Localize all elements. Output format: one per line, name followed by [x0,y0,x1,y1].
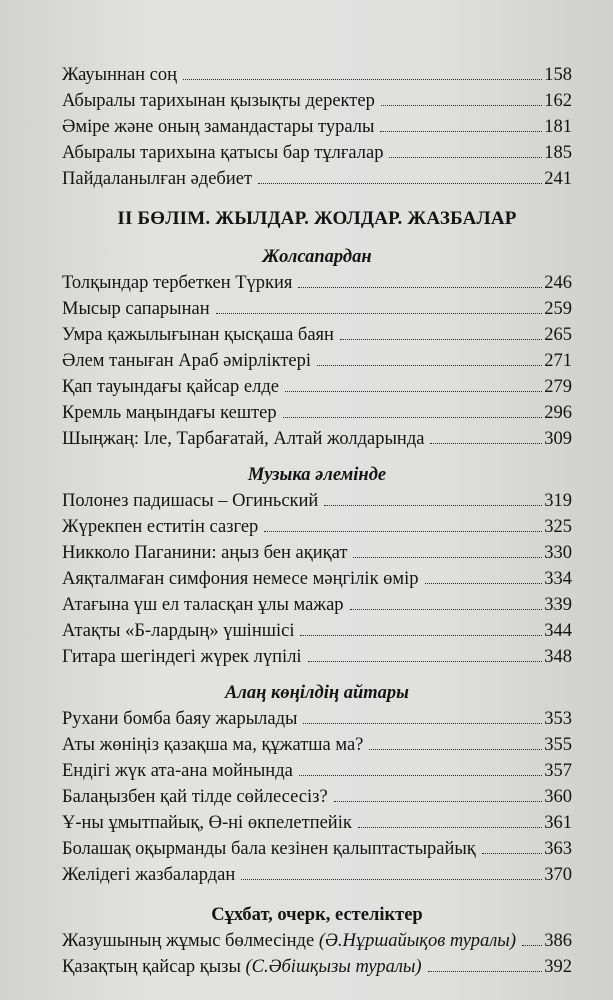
toc-entry [62,296,572,322]
entry-page: 348 [544,647,572,667]
entry-title: Мысыр сапарынан [62,299,210,319]
entry-page: 360 [544,787,572,807]
toc-entry [62,592,572,618]
dot-leader [241,879,542,880]
entry-title: Толқындар тербеткен Түркия [62,273,293,293]
entry-page: 386 [544,931,572,951]
entry-note: (С.Әбішқызы туралы) [245,957,422,977]
entry-page: 325 [544,517,572,537]
toc-entry [62,862,572,888]
section-gap [62,452,572,462]
entry-page: 330 [544,543,572,563]
entry-title: Атақты «Б-лардың» үшіншісі [62,621,295,641]
section-gap [62,888,572,902]
entry-page: 339 [544,595,572,615]
dot-leader [258,183,542,184]
dot-leader [350,609,543,610]
entry-page: 279 [544,377,572,397]
entry-title: Қазақтың қайсар қызы [62,957,241,977]
entry-title: Полонез падишасы – Огиньский [62,491,319,511]
top-entries [62,62,572,192]
entry-title: Рухани бомба баяу жарылады [62,709,298,729]
dot-leader [283,417,543,418]
entry-page: 355 [544,735,572,755]
section-gap [62,670,572,680]
dot-leader [428,971,543,972]
toc-entry [62,644,572,670]
entry-page: 265 [544,325,572,345]
entry-page: 344 [544,621,572,641]
toc-entry [62,348,572,374]
dot-leader [298,287,542,288]
entry-page: 241 [544,169,572,189]
dot-leader [522,945,542,946]
dot-leader [299,775,542,776]
entry-title: Желідегі жазбалардан [62,865,236,885]
entry-title: Никколо Паганини: аңыз бен ақиқат [62,543,348,563]
entry-page: 181 [544,117,572,137]
toc-entry [62,836,572,862]
entry-title: Шыңжаң: Іле, Тарбағатай, Алтай жолдарында [62,429,425,449]
dot-leader [334,801,543,802]
entry-page: 271 [544,351,572,371]
dot-leader [430,443,542,444]
entry-title: Аяқталмаған симфония немесе мәңгілік өмір [62,569,419,589]
dot-leader [340,339,542,340]
toc-entry [62,374,572,400]
dot-leader [216,313,543,314]
entry-title: Әлем таныған Араб әмірліктері [62,351,312,371]
entry-page: 357 [544,761,572,781]
toc-entry [62,514,572,540]
toc-entry [62,618,572,644]
dot-leader [380,131,542,132]
dot-leader [369,749,542,750]
entry-title: Пайдаланылған әдебиет [62,169,253,189]
toc-entry [62,270,572,296]
section-heading: Сұхбат, очерк, естеліктер [211,905,423,925]
section-thoughts [62,680,572,888]
toc-entry [62,810,572,836]
toc-entry [62,166,572,192]
dot-leader [303,723,542,724]
entry-page: 158 [544,65,572,85]
toc-entry [62,954,572,980]
toc-entry [62,566,572,592]
toc-entry [62,928,572,954]
entry-title: Жауыннан соң [62,65,177,85]
section-travel [62,244,572,452]
entry-page: 363 [544,839,572,859]
toc-entry [62,88,572,114]
dot-leader [482,853,542,854]
entry-title: Болашақ оқырманды бала кезінен қалыптастырайық [62,839,476,859]
dot-leader [425,583,543,584]
dot-leader [183,79,542,80]
entry-page: 185 [544,143,572,163]
section-heading: Алаң көңілдің айтары [225,683,409,703]
dot-leader [308,661,543,662]
dot-leader [264,531,542,532]
toc-entry [62,400,572,426]
table-of-contents [62,62,572,980]
entry-title: Ұ-ны ұмытпайық, Ө-ні өкпелетпейік [62,813,352,833]
entry-title: Умра қажылығынан қысқаша баян [62,325,334,345]
toc-entry [62,488,572,514]
section-heading: Жолсапардан [262,247,372,267]
entry-page: 162 [544,91,572,111]
dot-leader [358,827,542,828]
entry-title: Абыралы тарихынан қызықты деректер [62,91,375,111]
toc-entry [62,706,572,732]
dot-leader [324,505,542,506]
entry-page: 370 [544,865,572,885]
entry-page: 392 [544,957,572,977]
toc-entry [62,62,572,88]
entry-page: 246 [544,273,572,293]
entry-title: Абыралы тарихына қатысы бар тұлғалар [62,143,384,163]
toc-entry [62,140,572,166]
dot-leader [353,557,542,558]
toc-entry [62,784,572,810]
part-title: II БӨЛІМ. ЖЫЛДАР. ЖОЛДАР. ЖАЗБАЛАР [117,208,517,229]
toc-entry [62,758,572,784]
entry-page: 296 [544,403,572,423]
entry-page: 361 [544,813,572,833]
toc-entry [62,426,572,452]
entry-title: Балаңызбен қай тілде сөйлесесіз? [62,787,328,807]
entry-page: 309 [544,429,572,449]
section-interviews [62,902,572,980]
dot-leader [285,391,542,392]
entry-page: 334 [544,569,572,589]
toc-entry [62,732,572,758]
entry-title: Қап тауындағы қайсар елде [62,377,279,397]
entry-page: 319 [544,491,572,511]
entry-title: Гитара шегіндегі жүрек лүпілі [62,647,302,667]
entry-title: Жазушының жұмыс бөлмесінде [62,931,315,951]
entry-title: Әміре және оның замандастары туралы [62,117,375,137]
entry-title: Ендігі жүк ата-ана мойнында [62,761,293,781]
section-heading: Музыка әлемінде [247,465,387,485]
dot-leader [300,635,542,636]
entry-page: 353 [544,709,572,729]
entry-title: Кремль маңындағы кештер [62,403,277,423]
entry-title: Аты жөніңіз қазақша ма, құжатша ма? [62,735,364,755]
entry-page: 259 [544,299,572,319]
entry-note: (Ә.Нұршайықов туралы) [318,931,516,951]
section-music [62,462,572,670]
dot-leader [389,157,542,158]
entry-title: Атағына үш ел таласқан ұлы мажар [62,595,344,615]
toc-entry [62,322,572,348]
toc-entry [62,540,572,566]
toc-entry [62,114,572,140]
dot-leader [381,105,542,106]
entry-title: Жүрекпен еститін сазгер [62,517,259,537]
dot-leader [317,365,542,366]
